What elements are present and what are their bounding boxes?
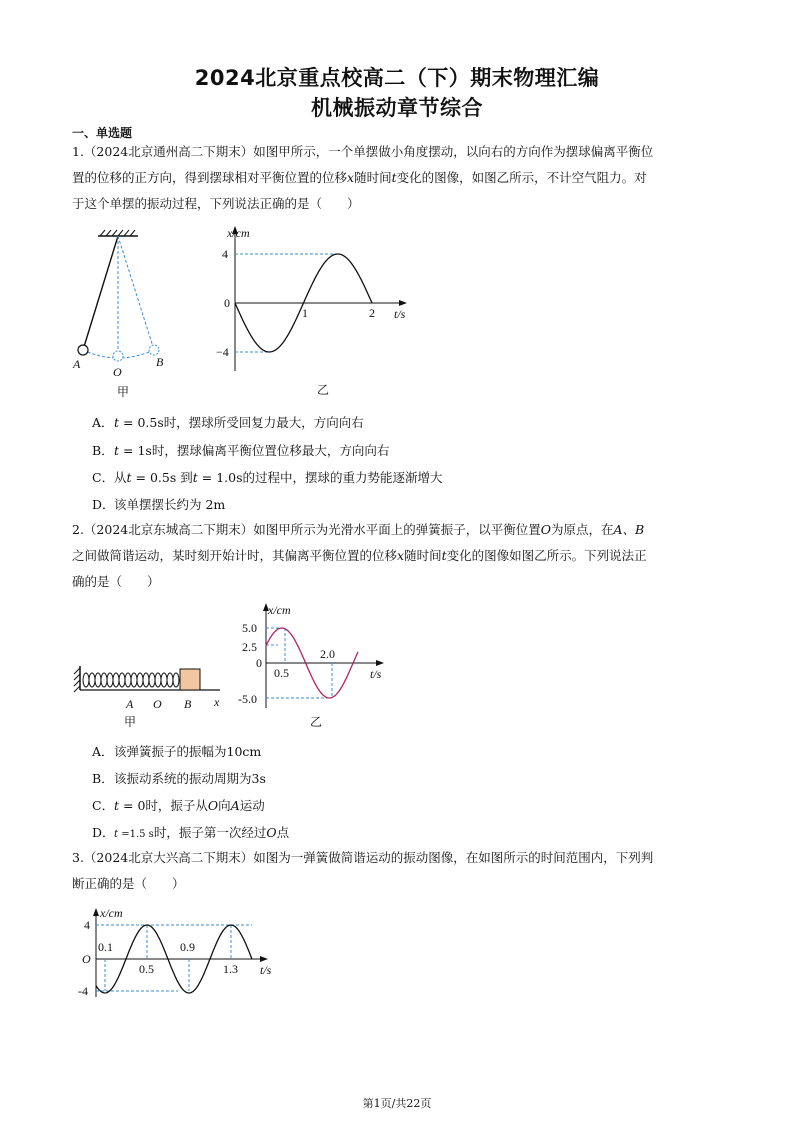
q3-displacement-graph bbox=[72, 905, 282, 1015]
q3-ytick-4: 4 bbox=[84, 918, 90, 932]
q1-option-a[interactable]: A．t = 0.5s时，摆球所受回复力最大，方向向右 bbox=[92, 415, 364, 430]
q3-xtick-0.9: 0.9 bbox=[180, 940, 195, 954]
q1-caption-yi: 乙 bbox=[317, 383, 330, 397]
q1-label-A: A bbox=[73, 357, 81, 371]
q1-displacement-graph bbox=[216, 223, 422, 398]
q2-ytick-0: 0 bbox=[256, 656, 262, 670]
q1-option-c[interactable]: C．从t = 0.5s 到t = 1.0s的过程中，摆球的重力势能逐渐增大 bbox=[92, 470, 443, 485]
q3-xtick-0.5: 0.5 bbox=[139, 962, 154, 976]
q2-caption-jia: 甲 bbox=[124, 715, 137, 729]
q1-ytick-neg4: −4 bbox=[216, 345, 229, 359]
q1-ytick-0: 0 bbox=[224, 296, 230, 310]
q2-ytick-5: 5.0 bbox=[242, 621, 257, 635]
question-1-stem: 1.（2024北京通州高二下期末）如图甲所示，一个单摆做小角度摆动，以向右的方向作为摆球偏离平衡位 置的位移的正方向，得到摆球相对平衡位置的位移x随时间t变化的图像，如图乙所示，不计空气阻力。对 于这个单摆的振动过程，下列说法正确的是（ ） bbox=[72, 144, 654, 211]
q2-option-a[interactable]: A．该弹簧振子的振幅为10cm bbox=[92, 744, 262, 759]
q2-xlabel: t/s bbox=[370, 667, 382, 681]
page-footer: 第1页/共22页 bbox=[362, 1097, 432, 1110]
q1-caption-jia: 甲 bbox=[117, 385, 130, 399]
q3-xtick-1.3: 1.3 bbox=[223, 962, 238, 976]
q2-label-O: O bbox=[153, 697, 162, 711]
q1-option-d[interactable]: D．该单摆摆长约为 2m bbox=[92, 497, 226, 512]
document-title-line1: 2024北京重点校高二（下）期末物理汇编 bbox=[194, 66, 600, 90]
q2-option-d[interactable]: D．t =1.5 s时，振子第一次经过O点 bbox=[92, 825, 290, 840]
q2-label-A: A bbox=[126, 697, 134, 711]
question-3-stem: 3.（2024北京大兴高二下期末）如图为一弹簧做简谐运动的振动图像，在如图所示的时间范围内，下列判 断正确的是（ ） bbox=[72, 850, 654, 891]
q2-caption-yi: 乙 bbox=[310, 715, 323, 729]
q1-ylabel: x/cm bbox=[227, 226, 250, 240]
q3-ytick-neg4: -4 bbox=[78, 984, 88, 998]
q2-ytick-2.5: 2.5 bbox=[242, 640, 257, 654]
document-title-line2: 机械振动章节综合 bbox=[311, 96, 483, 120]
q3-xlabel: t/s bbox=[260, 963, 272, 977]
q1-option-b[interactable]: B．t = 1s时，摆球偏离平衡位置位移最大，方向向右 bbox=[92, 443, 390, 458]
q2-displacement-graph bbox=[228, 600, 398, 740]
q2-spring-oscillator-figure bbox=[70, 660, 240, 735]
q1-label-O: O bbox=[113, 365, 122, 379]
question-2-stem: 2.（2024北京东城高二下期末）如图甲所示为光滑水平面上的弹簧振子，以平衡位置O为原点，在A、B 之间做简谐运动，某时刻开始计时，其偏离平衡位置的位移x随时间t变化的图像如图乙所示。下列说法正 确的是（ ） bbox=[72, 522, 647, 589]
q2-option-c[interactable]: C．t = 0时，振子从O向A运动 bbox=[92, 798, 265, 813]
q2-xtick-0.5: 0.5 bbox=[274, 666, 289, 680]
q1-xlabel: t/s bbox=[394, 307, 406, 321]
q1-ytick-4: 4 bbox=[222, 247, 228, 261]
q2-label-B: B bbox=[184, 697, 192, 711]
q2-option-b[interactable]: B．该振动系统的振动周期为3s bbox=[92, 771, 266, 786]
q1-xtick-2: 2 bbox=[369, 306, 375, 320]
q1-xtick-1: 1 bbox=[302, 306, 308, 320]
q2-ytick-neg5: -5.0 bbox=[238, 692, 257, 706]
q3-xtick-0.1: 0.1 bbox=[98, 940, 113, 954]
q2-xtick-2.0: 2.0 bbox=[320, 647, 335, 661]
q2-label-x: x bbox=[214, 695, 220, 709]
q3-ytick-O: O bbox=[82, 952, 91, 966]
q2-ylabel: x/cm bbox=[268, 603, 291, 617]
q3-ylabel: x/cm bbox=[100, 906, 123, 920]
section-heading: 一、单选题 bbox=[72, 126, 133, 140]
q1-label-B: B bbox=[156, 355, 164, 369]
q1-pendulum-figure bbox=[70, 228, 190, 403]
